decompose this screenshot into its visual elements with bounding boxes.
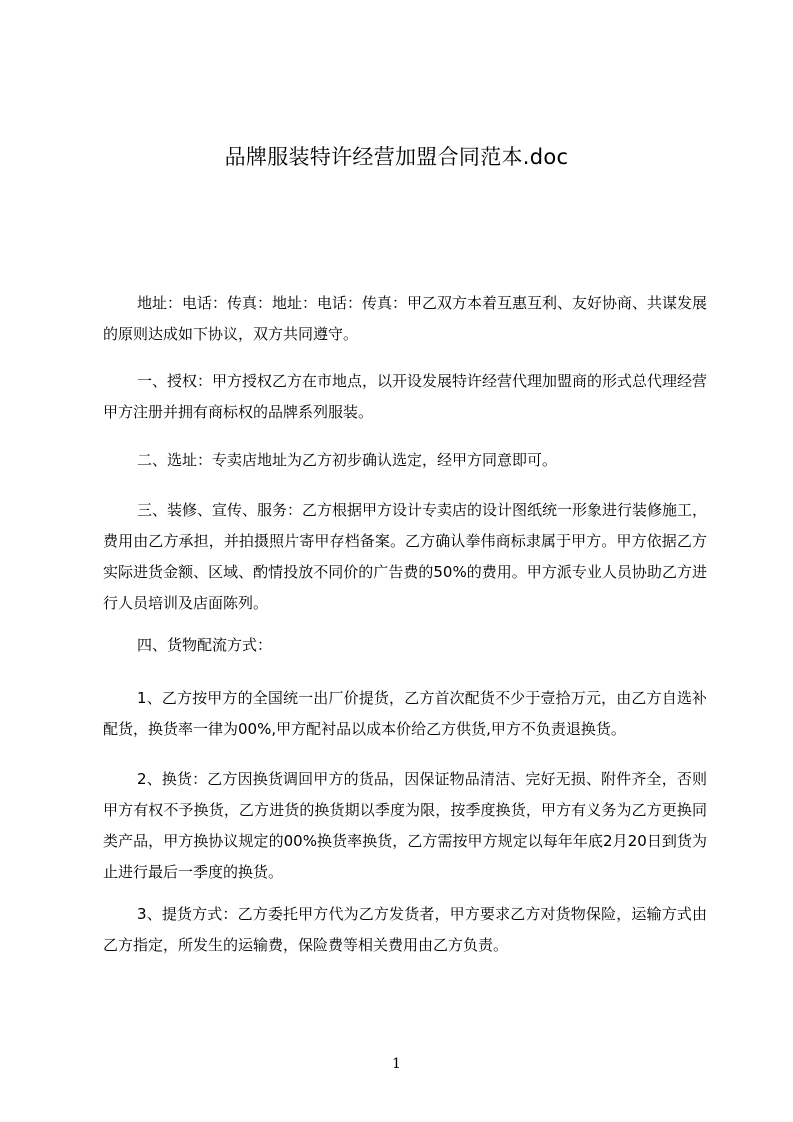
paragraph-decoration-service: 三、装修、宣传、服务：乙方根据甲方设计专卖店的设计图纸统一形象进行装修施工，费用由乙方承担，并拍摄照片寄甲存档备案。乙方确认拳伟商标隶属于甲方。甲方依据乙方实际进货金额、区域、酌情投放不同价的广告费的50%的费用。甲方派专业人员协助乙方进行人员培训及店面陈列。	[103, 501, 708, 612]
paragraph-distribution-heading: 四、货物配流方式：	[137, 636, 273, 654]
paragraph-authorization: 一、授权：甲方授权乙方在市地点，以开设发展特许经营代理加盟商的形式总代理经营甲方注册并拥有商标权的品牌系列服装。	[103, 372, 708, 421]
paragraph-clause-3-delivery: 3、提货方式：乙方委托甲方代为乙方发货者，甲方要求乙方对货物保险，运输方式由乙方指定，所发生的运输费，保险费等相关费用由乙方负责。	[103, 905, 707, 954]
page-number: 1	[392, 1056, 401, 1072]
paragraph-clause-2-exchange: 2、换货：乙方因换货调回甲方的货品，因保证物品清洁、完好无损、附件齐全，否则甲方有权不予换货，乙方进货的换货期以季度为限，按季度换货，甲方有义务为乙方更换同类产品，甲方换协议规定的00%换货率换货，乙方需按甲方规定以每年年底2月20日到货为止进行最后一季度的换货。	[103, 770, 707, 881]
paragraph-site-selection: 二、选址：专卖店地址为乙方初步确认选定，经甲方同意即可。	[137, 451, 558, 469]
document-title: 品牌服装特许经营加盟合同范本.doc	[224, 145, 569, 169]
paragraph-clause-1-pickup: 1、乙方按甲方的全国统一出厂价提货，乙方首次配货不少于壹拾万元，由乙方自选补配货，换货率一律为00%,甲方配衬品以成本价给乙方供货,甲方不负责退换货。	[103, 689, 707, 738]
paragraph-preamble: 地址：电话：传真：地址：电话：传真：甲乙双方本着互惠互利、友好协商、共谋发展的原则达成如下协议，双方共同遵守。	[103, 294, 708, 343]
